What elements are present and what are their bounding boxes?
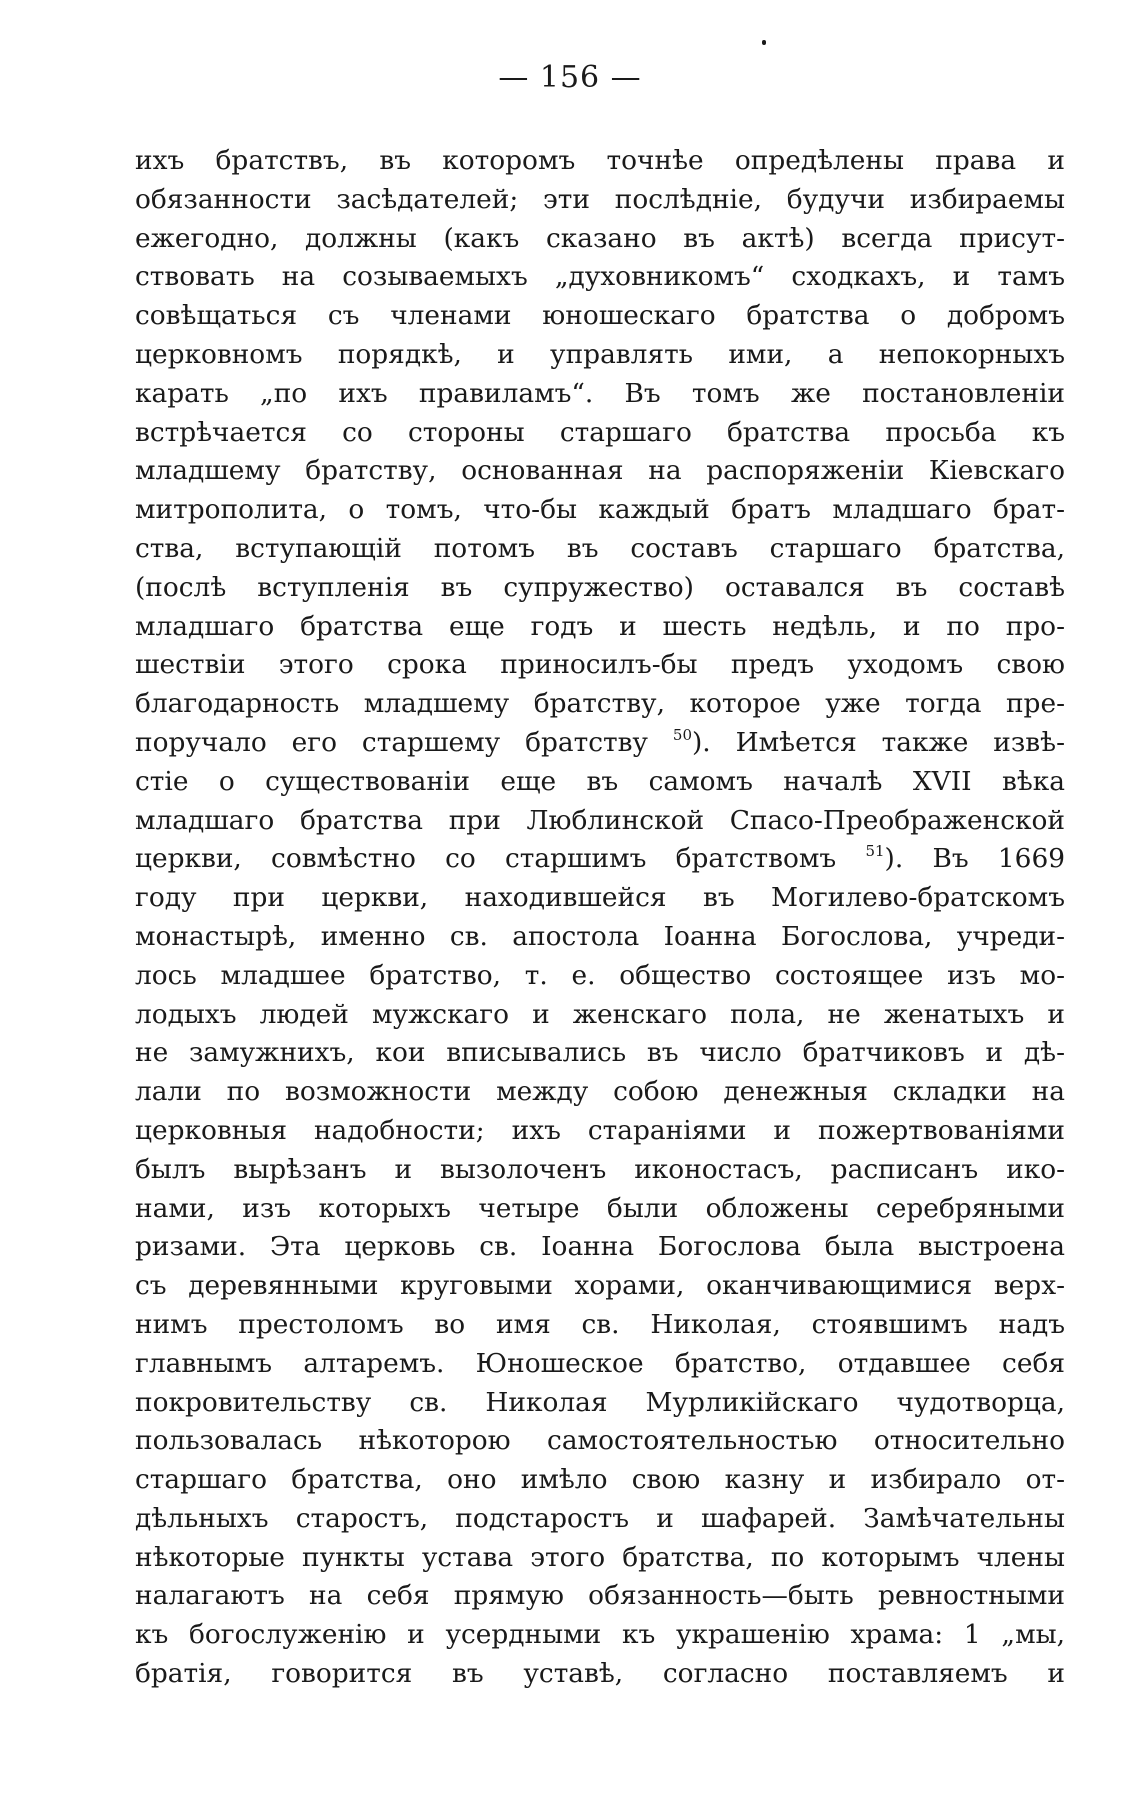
line-text: лось младшее братство, т. е. общество состоящее изъ мо- (135, 959, 1065, 991)
line-text: обязанности засѣдателей; эти послѣдніе, будучи избираемы (135, 183, 1065, 215)
line-text: главнымъ алтаремъ. Юношеское братство, отдавшее себя (135, 1347, 1065, 1379)
text-line (135, 1461, 1065, 1500)
page-number: — 156 — (498, 60, 642, 95)
line-text: ства, вступающій потомъ въ составъ старшаго братства, (135, 532, 1065, 564)
text-line (135, 1539, 1065, 1578)
text-line (135, 1190, 1065, 1229)
text-line (135, 1228, 1065, 1267)
text-line (135, 414, 1065, 453)
line-text: церковныя надобности; ихъ стараніями и пожертвованіями (135, 1114, 1065, 1146)
text-line (135, 297, 1065, 336)
text-line (135, 1151, 1065, 1190)
line-text: ежегодно, должны (какъ сказано въ актѣ) всегда присут- (135, 222, 1065, 254)
line-text: (послѣ вступленія въ супружество) оставался въ составѣ (135, 571, 1065, 603)
line-text: совѣщаться съ членами юношескаго братства о добромъ (135, 300, 1065, 332)
line-text: лали по возможности между собою денежныя складки на (135, 1076, 1065, 1108)
text-line (135, 491, 1065, 530)
text-line (135, 142, 1065, 181)
text-line (135, 1112, 1065, 1151)
text-line (135, 1034, 1065, 1073)
text-line (135, 646, 1065, 685)
line-text: ризами. Эта церковь св. Іоанна Богослова была выстроена (135, 1231, 1065, 1263)
line-text: шествіи этого срока приносилъ-бы предъ уходомъ свою (135, 649, 1065, 681)
text-line (135, 608, 1065, 647)
text-line (135, 1500, 1065, 1539)
line-text: старшаго братства, оно имѣло свою казну и избирало от- (135, 1464, 1065, 1496)
line-text: ихъ братствъ, въ которомъ точнѣе опредѣлены права и (135, 145, 1065, 176)
text-line (135, 802, 1065, 841)
text-line (135, 685, 1065, 724)
line-text: монастырѣ, именно св. апостола Іоанна Богослова, учреди- (135, 920, 1065, 952)
line-text: пользовалась нѣкоторою самостоятельностью относительно (135, 1425, 1065, 1457)
text-line (135, 220, 1065, 259)
footnote-marker: 50 (672, 725, 692, 744)
text-line (135, 258, 1065, 297)
text-line (135, 1577, 1065, 1616)
text-line (135, 569, 1065, 608)
line-text: покровительству св. Николая Мурликійскаго чудотворца, (135, 1386, 1065, 1418)
line-text: ствовать на созываемыхъ „духовникомъ“ сходкахъ, и тамъ (135, 261, 1065, 293)
text-line (135, 996, 1065, 1035)
text-line (135, 1422, 1065, 1461)
text-line (135, 840, 1065, 879)
line-text-continued: ). Имѣется также извѣ- (692, 726, 1065, 758)
text-line (135, 957, 1065, 996)
line-text: церковномъ порядкѣ, и управлять ими, а непокорныхъ (135, 338, 1065, 370)
line-text: не замужнихъ, кои вписывались въ число братчиковъ и дѣ- (135, 1037, 1065, 1069)
line-text: поручало его старшему братству (135, 726, 648, 758)
ink-speck (762, 40, 766, 45)
text-line (135, 724, 1065, 763)
line-text: нами, изъ которыхъ четыре были обложены серебряными (135, 1192, 1065, 1224)
text-line (135, 1345, 1065, 1384)
text-line (135, 530, 1065, 569)
text-line (135, 181, 1065, 220)
text-line (135, 918, 1065, 957)
line-text: карать „по ихъ правиламъ“. Въ томъ же постановленіи (135, 377, 1065, 409)
line-text: младшаго братства при Люблинской Спасо-Преображенской (135, 804, 1065, 836)
line-text: нѣкоторые пункты устава этого братства, по которымъ члены (135, 1541, 1065, 1573)
footnote-marker: 51 (865, 842, 885, 861)
text-line (135, 1655, 1065, 1694)
text-line (135, 1073, 1065, 1112)
text-line (135, 1306, 1065, 1345)
text-line (135, 763, 1065, 802)
line-text: къ богослуженію и усердными къ украшенію храма: 1 „мы, (135, 1619, 1065, 1651)
line-text: церкви, совмѣстно со старшимъ братствомъ (135, 843, 837, 875)
text-line (135, 375, 1065, 414)
line-text: благодарность младшему братству, которое уже тогда пре- (135, 688, 1065, 720)
text-line (135, 1384, 1065, 1423)
text-line (135, 452, 1065, 491)
line-text: былъ вырѣзанъ и вызолоченъ иконостасъ, расписанъ ико- (135, 1153, 1065, 1185)
line-text: нимъ престоломъ во имя св. Николая, стоявшимъ надъ (135, 1308, 1065, 1340)
line-text: налагаютъ на себя прямую обязанность—быть ревностными (135, 1580, 1065, 1612)
body-text (135, 142, 1065, 1694)
line-text-continued: ). Въ 1669 (884, 843, 1066, 875)
line-text: встрѣчается со стороны старшаго братства просьба къ (135, 416, 1065, 448)
text-line (135, 1616, 1065, 1655)
line-text: митрополита, о томъ, что-бы каждый братъ младшаго брат- (135, 494, 1065, 526)
line-text: братія, говорится въ уставѣ, согласно поставляемъ и (135, 1658, 1065, 1690)
text-line (135, 1267, 1065, 1306)
text-line (135, 336, 1065, 375)
line-text: лодыхъ людей мужскаго и женскаго пола, не женатыхъ и (135, 998, 1065, 1030)
line-text: году при церкви, находившейся въ Могилево-братскомъ (135, 882, 1065, 914)
line-text: съ деревянными круговыми хорами, оканчивающимися верх- (135, 1270, 1065, 1302)
line-text: дѣльныхъ старостъ, подстаростъ и шафарей. Замѣчательны (135, 1502, 1065, 1534)
line-text: стіе о существованіи еще въ самомъ началѣ XVII вѣка (135, 765, 1065, 797)
line-text: младшаго братства еще годъ и шесть недѣль, и по про- (135, 610, 1065, 642)
text-line (135, 879, 1065, 918)
line-text: младшему братству, основанная на распоряженіи Кіевскаго (135, 455, 1065, 487)
